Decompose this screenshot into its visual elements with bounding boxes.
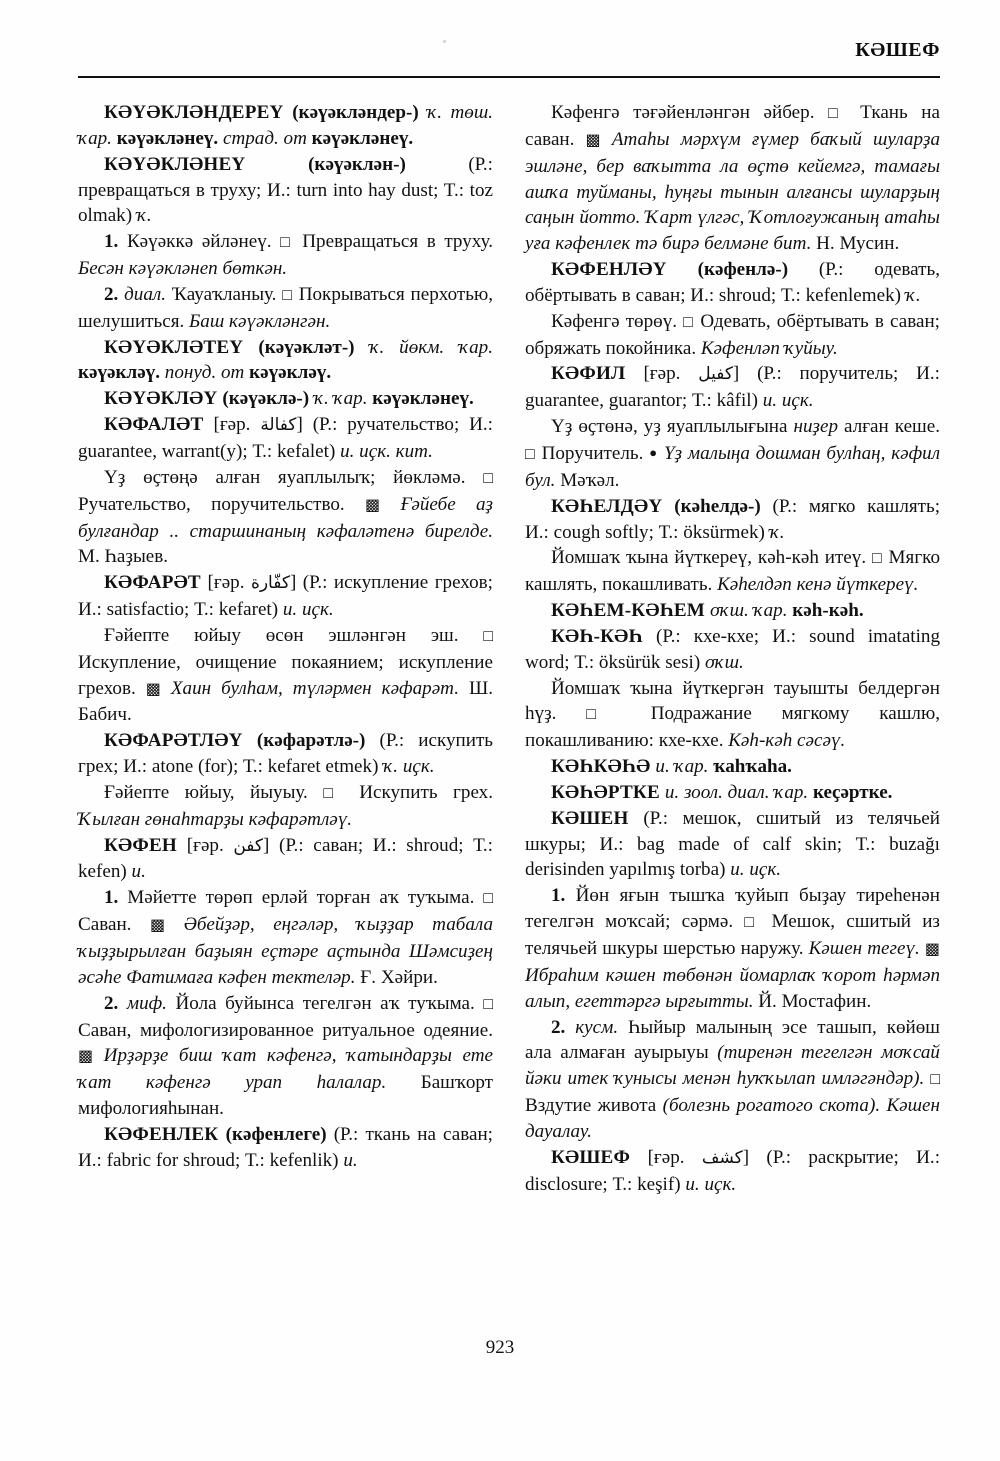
bold-crossref: кәүәкләү.: [249, 362, 332, 384]
body-text: М. Һаҙыев.: [78, 546, 169, 568]
dictionary-entry: [525, 806, 940, 884]
body-text: Ғәйепте юйыу, йыуыу.: [104, 781, 324, 803]
body-text: ғәр.: [213, 572, 251, 594]
definition-marker-icon: [828, 102, 846, 123]
dictionary-entry: [525, 780, 940, 806]
headword: КӘҮӘКЛӘҮ: [104, 388, 223, 410]
dictionary-entry: [525, 361, 940, 414]
citation-marker-icon: [586, 129, 601, 150]
body-text: ] (Р.: поручитель; И.: guarantee, guarantor; Т.: kâfil): [525, 363, 940, 412]
italic-label: и.: [131, 861, 146, 883]
italic-label: Кәһ-кәһ сәсәү.: [728, 730, 846, 752]
sense-paragraph: [525, 1015, 940, 1145]
body-text: Йола буйынса тегелгән аҡ туҡыма.: [166, 992, 484, 1014]
sense-paragraph: [525, 414, 940, 494]
body-text: Мәйетте төрөп ерләй торған аҡ туҡыма.: [118, 887, 484, 909]
body-text: ] (Р.: искупление грехов; И.: satisfactio; Т.: kefaret): [78, 572, 493, 621]
body-text: (Р.: превращаться в труху; И.: turn into hay dust; T.: toz olmak): [78, 153, 493, 227]
citation-marker-icon: [365, 494, 380, 515]
arabic-etymon: كفالة: [260, 415, 297, 436]
body-text: Одевать, обёртывать в саван; обряжать покойника.: [525, 310, 940, 359]
citation-marker-icon: [150, 914, 165, 935]
sense-paragraph: [525, 545, 940, 598]
italic-label: ҡ.: [905, 284, 921, 306]
body-text: Һыйыр малының эсе ташып, көйөш ала алмаған ауырыуы: [525, 1016, 940, 1064]
two-column-body: [78, 100, 940, 1315]
body-text: [118, 993, 127, 1014]
body-text: Мешок, сшитый из телячьей шкуры шерстью наружу.: [525, 911, 940, 959]
headword-stem: (кәүәкләндер-): [292, 102, 419, 123]
body-text: (Р.: мешок, сшитый из телячьей шкуры; И.: bag made of calf skin; Т.: buzağı derisinden yapılmış torba): [525, 807, 940, 881]
body-text: [165, 914, 184, 935]
italic-label: Әбейҙәр, еңгәләр, ҡыҙҙар табала ҡыҙҙырылған баҙыян еҫтәре аҫтында Шәмсиҙең әсәһе Фатимаға кәфен тектеләр.: [78, 914, 493, 988]
header-rule: [78, 76, 940, 78]
italic-label: Ғәйебе аҙ булғандар .. старшинаның кәфаләтенә бирелде.: [78, 493, 493, 542]
italic-label: и. иҫк.: [685, 1173, 737, 1195]
italic-label: и. иҫк.: [762, 390, 814, 412]
italic-label: Ибраһим кәшен төбөнән йомарлаҡ ҡорот һәрмәп алып, егеттәргә ырғытты.: [525, 964, 940, 1012]
arabic-etymon: كفن: [233, 835, 263, 856]
body-text: Кәүәккә әйләнеү.: [118, 231, 281, 253]
body-text: (Р.: мягко кашлять; И.: cough softly; Т.: öksürmek): [525, 495, 941, 543]
citation-marker-icon: [925, 938, 940, 959]
body-text: Ғәйепте юйыу өсөн эшләнгән эш.: [104, 624, 484, 646]
dictionary-entry: [525, 598, 940, 624]
sense-paragraph: [78, 780, 493, 833]
dictionary-entry: [525, 1145, 940, 1198]
sense-number: 1.: [551, 885, 566, 907]
headword: КӘШЕФ: [551, 1146, 648, 1168]
body-text: Подражание мягкому кашлю, покашливанию: кхе-кхе.: [525, 703, 940, 752]
italic-label: (тиренән тегелгән моҡсай йәки итек ҡунысы менән һуҡҡылап имләгәндәр).: [525, 1042, 940, 1090]
headword: КӘФИЛ: [551, 363, 644, 385]
italic-label: Кәшен тегеү.: [808, 938, 920, 959]
body-text: [: [213, 414, 220, 436]
body-text: Покрываться перхотью, шелушиться.: [78, 283, 493, 332]
body-text: [355, 337, 370, 358]
body-text: Кәфенгә тәғәйенләнгән әйбер.: [551, 102, 829, 123]
body-text: Н. Мусин.: [811, 233, 900, 255]
definition-marker-icon: [483, 993, 493, 1014]
body-text: [: [207, 572, 214, 594]
definition-marker-icon: [586, 703, 621, 724]
italic-label: ҡ.: [136, 205, 152, 227]
headword-stem: (кәүәклән-): [308, 153, 406, 175]
italic-label: страд. от: [222, 127, 307, 149]
definition-marker-icon: [872, 547, 883, 568]
left-column: [78, 100, 493, 1315]
body-text: Искупление, очищение покаянием; искупление грехов.: [78, 651, 493, 699]
headword: КӘФЕН: [104, 834, 187, 856]
body-text: Ғ. Хәйри.: [355, 966, 438, 988]
body-text: (Р.: ткань на саван; И.: fabric for shroud; Т.: kefenlik): [78, 1123, 493, 1171]
sense-number: 2.: [551, 1016, 566, 1038]
arabic-etymon: كفيل: [698, 364, 733, 385]
definition-marker-icon: [483, 887, 493, 908]
right-column: [525, 100, 940, 1315]
arabic-etymon: كفّارة: [250, 573, 290, 594]
italic-label: ҡ.: [769, 521, 785, 543]
body-text: ] (Р.: саван; И.: shroud; Т.: kefen): [78, 834, 493, 883]
body-text: Йомшаҡ ҡына йүткергән тауышты белдергән һүҙ.: [525, 677, 940, 725]
definition-marker-icon: [282, 284, 293, 305]
body-text: Ткань на саван.: [525, 102, 940, 150]
italic-label: оҡш. ҡар.: [709, 600, 788, 622]
headword: КӘФЕНЛӘҮ: [551, 259, 698, 281]
headword: КӘШЕН: [551, 807, 644, 829]
sense-number: 1.: [104, 887, 119, 909]
body-text: Ш. Бабич.: [78, 677, 493, 726]
body-text: [601, 129, 612, 150]
headword: КӘҺЕЛДӘҮ: [551, 495, 675, 517]
italic-label: ҡ. йөкм. ҡар.: [369, 336, 493, 358]
italic-label: и. иҫк. кит.: [340, 440, 433, 462]
dictionary-entry: [525, 754, 940, 780]
citation-marker-icon: [146, 678, 161, 699]
body-text: ғәр.: [649, 363, 699, 385]
body-text: [93, 1045, 104, 1066]
headword-stem: (кәфенлә-): [697, 259, 789, 281]
body-text: [565, 1017, 575, 1038]
body-text: Үҙ өҫтөнә, уҙ яуаплылығына: [551, 416, 794, 438]
sense-paragraph: [525, 883, 940, 1014]
italic-label: миф.: [126, 992, 167, 1014]
italic-label: ниҙер: [793, 416, 839, 438]
body-text: [161, 678, 171, 699]
body-text: Йөн яғын тышҡа ҡуйып быҙау тиреһенән тегелгән моҡсай; сәрмә.: [525, 885, 940, 933]
body-text: Мәҡәл.: [555, 469, 620, 491]
italic-label: ҡ. төш. ҡар.: [78, 102, 494, 149]
dictionary-entry: [78, 1122, 493, 1174]
dictionary-entry: [78, 335, 493, 387]
italic-label: Атаһы мәрхүм ғүмер баҡый шуларҙа эшләне, бер ваҡытта ла өҫтө кейемгә, тамағы ашҡа туйманы, һуңғы тынын алғансы шуларҙың саңын йотто. Ҡарт үлгәс, Ҡотлоғужаның атаһы уға кәфенлек тә бирә белмәне бит.: [525, 128, 940, 255]
italic-label: и. ҡар.: [655, 756, 709, 778]
italic-label: диал.: [124, 283, 166, 305]
sense-paragraph: [78, 885, 493, 990]
sense-paragraph: [78, 229, 493, 282]
italic-label: ҡ. иҫк.: [383, 756, 435, 778]
body-text: ғәр.: [653, 1146, 702, 1168]
definition-marker-icon: [483, 467, 493, 488]
dictionary-entry: [78, 152, 493, 230]
headword: КӘҺ-КӘҺ: [551, 625, 656, 647]
body-text: Мягко кашлять, покашливать.: [525, 547, 940, 596]
bold-crossref: кәүәкләнеү.: [311, 127, 414, 149]
body-text: ] (Р.: ручательство; И.: guarantee, warrant(y); Т.: kefalet): [78, 414, 493, 462]
sense-number: 1.: [104, 231, 119, 253]
body-text: Ҡауаҡланыу.: [165, 283, 283, 305]
definition-marker-icon: [744, 911, 760, 932]
italic-label: кусм.: [575, 1016, 619, 1038]
italic-label: оҡш.: [705, 651, 744, 673]
bold-crossref: кәүәкләү.: [78, 362, 161, 384]
italic-label: и. иҫк.: [282, 599, 334, 621]
running-head-title: КӘШЕФ: [855, 39, 940, 61]
italic-label: и. зоол. диал. ҡар.: [664, 781, 809, 803]
dictionary-entry: [78, 386, 493, 412]
dictionary-entry: [78, 412, 493, 465]
body-text: [: [186, 834, 194, 856]
headword-stem: (кәфарәтлә-): [256, 730, 366, 752]
headword: КӘҮӘКЛӘНЕҮ: [104, 153, 309, 175]
body-text: Кәфенгә төрөү.: [551, 310, 684, 332]
italic-label: понуд. от: [164, 362, 245, 384]
dictionary-entry: [78, 728, 493, 780]
sense-paragraph: [78, 991, 493, 1122]
body-text: Й. Мостафин.: [753, 990, 872, 1012]
dictionary-entry: [78, 833, 493, 886]
italic-label: Хаин булһам, түләрмен кәфарәт.: [170, 677, 459, 699]
body-text: [: [647, 1146, 654, 1168]
body-text: Саван.: [78, 914, 150, 936]
body-text: (Р.: искупить грех; И.: atone (for); Т.: kefaret etmek): [78, 730, 493, 778]
headword: КӘҺКӘҺӘ: [551, 756, 656, 778]
sense-paragraph: [78, 282, 493, 335]
headword: КӘФАЛӘТ: [104, 414, 214, 436]
citation-marker-icon: [78, 1045, 93, 1066]
italic-label: ҡ. ҡар.: [313, 388, 368, 410]
italic-label: и. иҫк.: [730, 859, 782, 881]
running-header: [78, 38, 940, 78]
italic-label: Ҡылған гөнаһтарҙы кәфарәтләү.: [78, 808, 353, 830]
bold-crossref: кәүәкләнеү.: [116, 127, 219, 149]
headword-stem: (кәүәкләт-): [258, 336, 355, 358]
proverb-marker-icon: [649, 443, 658, 464]
italic-label: Кәфенләп ҡуйыу.: [700, 337, 838, 359]
page-number: 923: [485, 1337, 515, 1358]
body-text: Вздутие живота: [525, 1095, 663, 1117]
headword-stem: (кәүәклә-): [222, 388, 310, 410]
headword: КӘФЕНЛЕК: [104, 1123, 226, 1145]
arabic-etymon: كشف: [701, 1147, 743, 1168]
sense-paragraph: [78, 623, 493, 728]
bold-crossref: кеҫәртке.: [812, 781, 893, 803]
dictionary-entry: [78, 570, 493, 623]
sense-paragraph: [525, 309, 940, 362]
body-text: Искупить грех.: [343, 781, 493, 803]
headword: КӘҮӘКЛӘНДЕРЕҮ: [104, 102, 293, 123]
headword-stem: (кәһелдә-): [674, 495, 761, 517]
body-text: (Р.: одевать, обёртывать в саван; И.: shroud; Т.: kefenlemek): [525, 259, 940, 306]
italic-label: Баш кәүәкләнгән.: [189, 310, 331, 332]
body-text: алған кеше.: [838, 416, 940, 438]
definition-marker-icon: [483, 625, 493, 646]
headword: КӘФАРӘТ: [104, 572, 208, 594]
body-text: Йомшаҡ ҡына йүткереү, кәһ-кәһ итеү.: [551, 547, 872, 569]
italic-label: (болезнь рогатого скота). Кәшен дауалау.: [525, 1095, 940, 1142]
body-text: (Р.: кхе-кхе; И.: sound imatating word; Т.: öksürük sesi): [525, 625, 940, 673]
headword: КӘҺЕМ-КӘҺЕМ: [551, 600, 710, 622]
body-text: ] (Р.: раскрытие; И.: disclosure; Т.: keşif): [525, 1146, 940, 1195]
body-text: ғәр.: [193, 834, 234, 856]
sense-number: 2.: [104, 283, 119, 305]
headword-stem: (кәфенлеге): [225, 1123, 327, 1145]
body-text: Саван, мифологизированное ритуальное одеяние.: [78, 1019, 493, 1041]
body-text: Ручательство, поручительство.: [78, 493, 366, 515]
body-text: Башҡорт мифологияһынан.: [78, 1072, 494, 1120]
italic-label: и.: [343, 1149, 358, 1171]
headword: КӘҺӘРТКЕ: [551, 781, 665, 803]
dictionary-entry: [78, 100, 493, 152]
sense-paragraph: [525, 676, 940, 755]
definition-marker-icon: [323, 782, 343, 803]
body-text: [: [643, 363, 650, 385]
headword: КӘҮӘКЛӘТЕҮ: [104, 336, 259, 358]
headword: КӘФАРӘТЛӘҮ: [104, 730, 257, 752]
body-text: [380, 494, 400, 515]
bold-crossref: кәһ-кәһ.: [792, 600, 864, 622]
sense-paragraph: [78, 465, 493, 570]
italic-label: Кәһелдәп кенә йүткереү.: [717, 574, 919, 596]
italic-label: Бесән кәүәкләнеп бөткән.: [78, 258, 288, 280]
bold-crossref: кәүәкләнеү.: [372, 388, 474, 410]
definition-marker-icon: [683, 311, 694, 332]
definition-marker-icon: [280, 231, 294, 252]
bold-crossref: ҡаһҡаһа.: [713, 756, 792, 778]
dictionary-entry: [525, 494, 940, 546]
definition-marker-icon: [525, 443, 536, 464]
body-text: Превращаться в труху.: [293, 231, 493, 253]
definition-marker-icon: [930, 1068, 940, 1089]
body-text: [419, 102, 427, 123]
sense-number: 2.: [104, 992, 119, 1014]
italic-label: Ирҙәрҙе биш ҡат кәфенгә, ҡатындарҙы ете ҡат кәфенгә урап һалалар.: [78, 1045, 493, 1094]
body-text: Үҙ өҫтөңә алған яуаплылыҡ; йөкләмә.: [104, 466, 484, 488]
body-text: ғәр.: [219, 414, 261, 436]
italic-label: Үҙ малыңа дошман булһаң, кәфил бул.: [525, 442, 941, 491]
dictionary-entry: [525, 257, 940, 309]
sense-paragraph: [525, 100, 940, 257]
body-text: Поручитель.: [535, 442, 650, 464]
dictionary-entry: [525, 624, 940, 676]
